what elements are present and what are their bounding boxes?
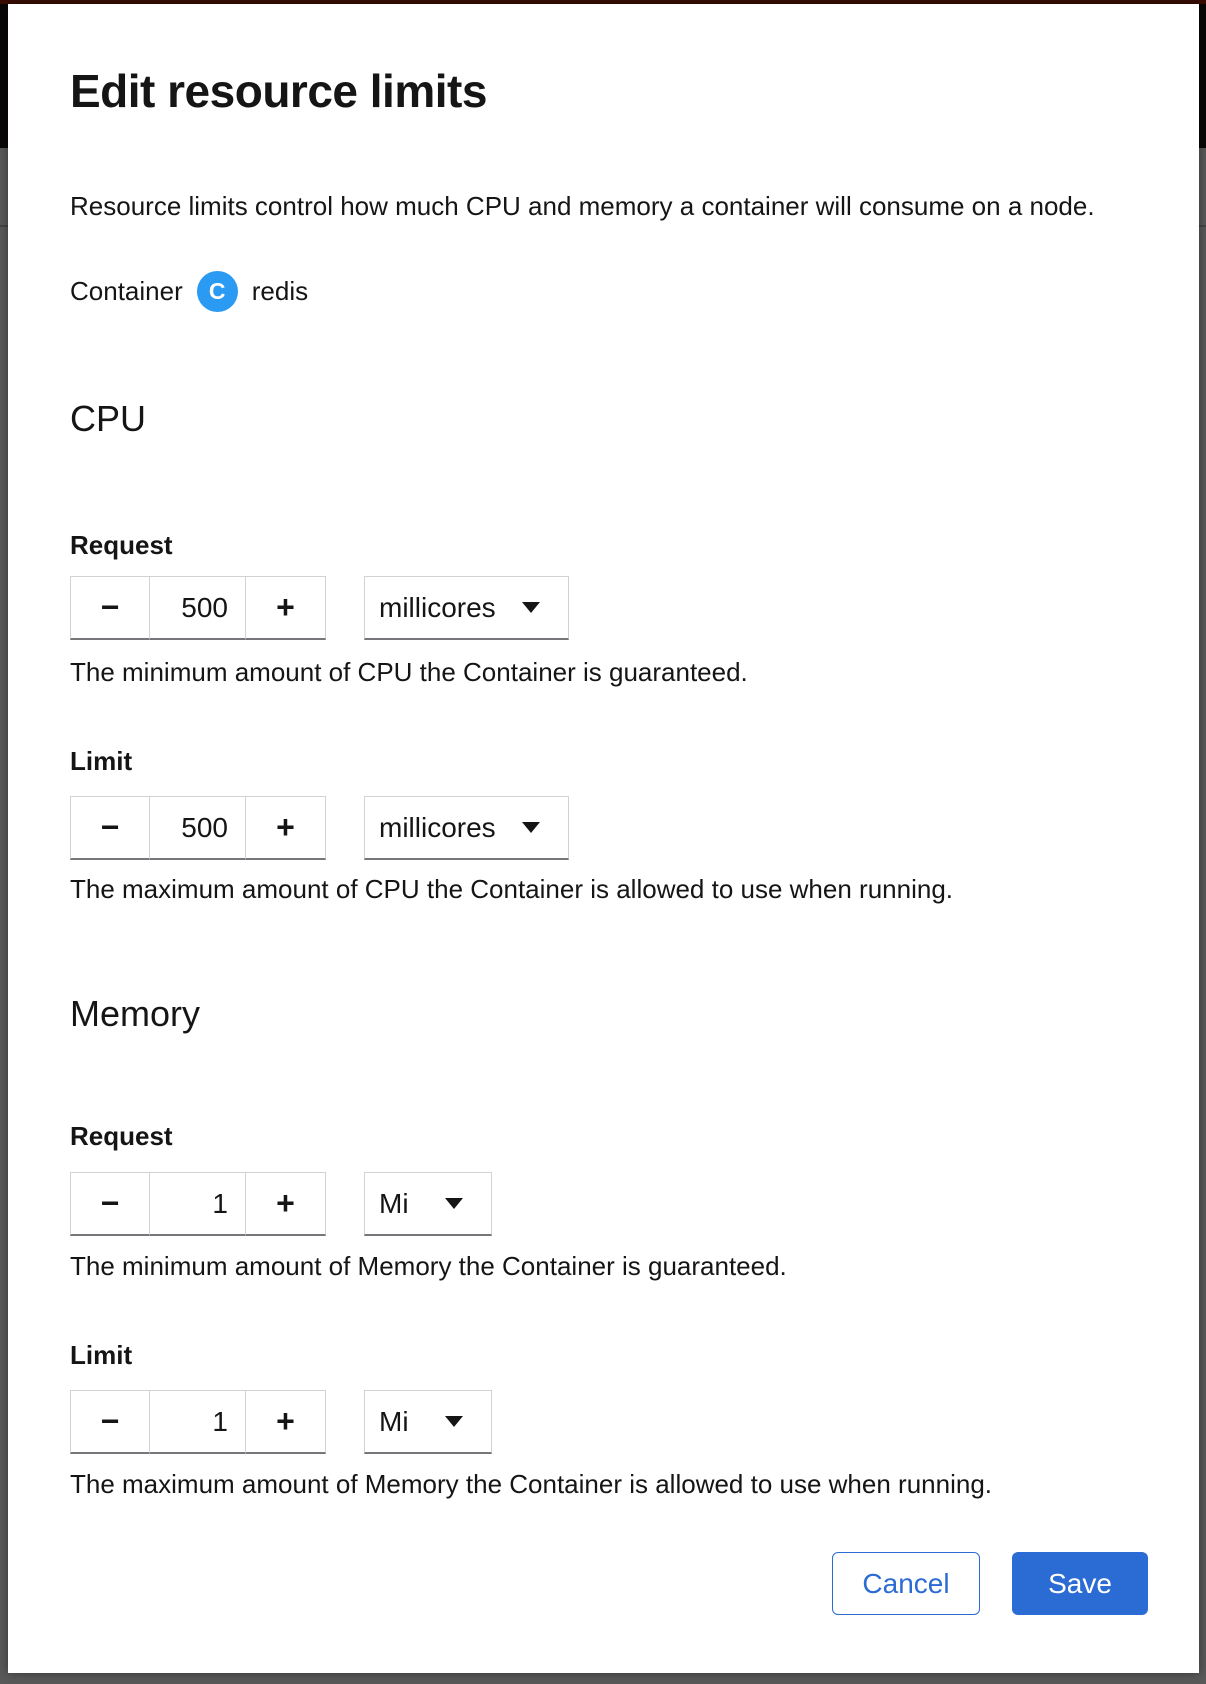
plus-icon[interactable]: + <box>245 1172 326 1236</box>
memory-request-unit-select[interactable] <box>364 1172 492 1236</box>
unit-select-value: Mi <box>379 1187 409 1219</box>
page-edge-left-dark <box>0 4 8 148</box>
memory-limit-input-group <box>70 1390 492 1454</box>
memory-limit-value-input[interactable] <box>149 1390 246 1454</box>
minus-icon[interactable]: − <box>70 576 150 640</box>
cancel-button[interactable]: Cancel <box>832 1552 980 1615</box>
help-text-cpu-request: The minimum amount of CPU the Container is guaranteed. <box>70 657 748 687</box>
caret-down-icon <box>522 602 540 613</box>
page-edge-right-seam <box>1199 225 1206 227</box>
help-text-memory-limit: The maximum amount of Memory the Container is allowed to use when running. <box>70 1469 992 1499</box>
field-label-memory-limit: Limit <box>70 1340 133 1370</box>
caret-down-icon <box>522 822 540 833</box>
minus-icon[interactable]: − <box>70 796 150 860</box>
unit-select-value: Mi <box>379 1405 409 1437</box>
field-label-memory-request: Request <box>70 1121 173 1151</box>
cpu-request-unit-select[interactable] <box>364 576 569 640</box>
modal-description: Resource limits control how much CPU and memory a container will consume on a node. <box>70 191 1095 221</box>
cpu-limit-unit-select[interactable] <box>364 796 569 860</box>
minus-icon[interactable]: − <box>70 1390 150 1454</box>
cpu-request-input-group <box>70 576 569 640</box>
container-row <box>70 266 308 316</box>
field-label-cpu-limit: Limit <box>70 746 133 776</box>
edit-resource-limits-modal <box>8 4 1199 1673</box>
plus-icon[interactable]: + <box>245 1390 326 1454</box>
container-name: redis <box>251 275 309 306</box>
memory-request-input-group <box>70 1172 492 1236</box>
cpu-limit-input-group <box>70 796 569 860</box>
field-label-cpu-request: Request <box>70 530 173 560</box>
container-label: Container <box>70 275 183 306</box>
help-text-cpu-limit: The maximum amount of CPU the Container is allowed to use when running. <box>70 874 953 904</box>
save-button[interactable]: Save <box>1012 1552 1148 1615</box>
help-text-memory-request: The minimum amount of Memory the Container is guaranteed. <box>70 1251 787 1281</box>
modal-title: Edit resource limits <box>70 65 487 117</box>
memory-request-value-input[interactable] <box>149 1172 246 1236</box>
caret-down-icon <box>445 1416 463 1427</box>
caret-down-icon <box>445 1198 463 1209</box>
plus-icon[interactable]: + <box>245 796 326 860</box>
cpu-limit-value-input[interactable] <box>149 796 246 860</box>
unit-select-value: millicores <box>379 811 496 843</box>
plus-icon[interactable]: + <box>245 576 326 640</box>
section-heading-memory: Memory <box>70 993 201 1034</box>
container-resource-badge: C <box>197 271 238 312</box>
unit-select-value: millicores <box>379 591 496 623</box>
cpu-request-value-input[interactable] <box>149 576 246 640</box>
section-heading-cpu: CPU <box>70 398 147 439</box>
page-edge-right-dark <box>1199 4 1206 148</box>
page-edge-left-seam <box>0 225 8 227</box>
minus-icon[interactable]: − <box>70 1172 150 1236</box>
memory-limit-unit-select[interactable] <box>364 1390 492 1454</box>
